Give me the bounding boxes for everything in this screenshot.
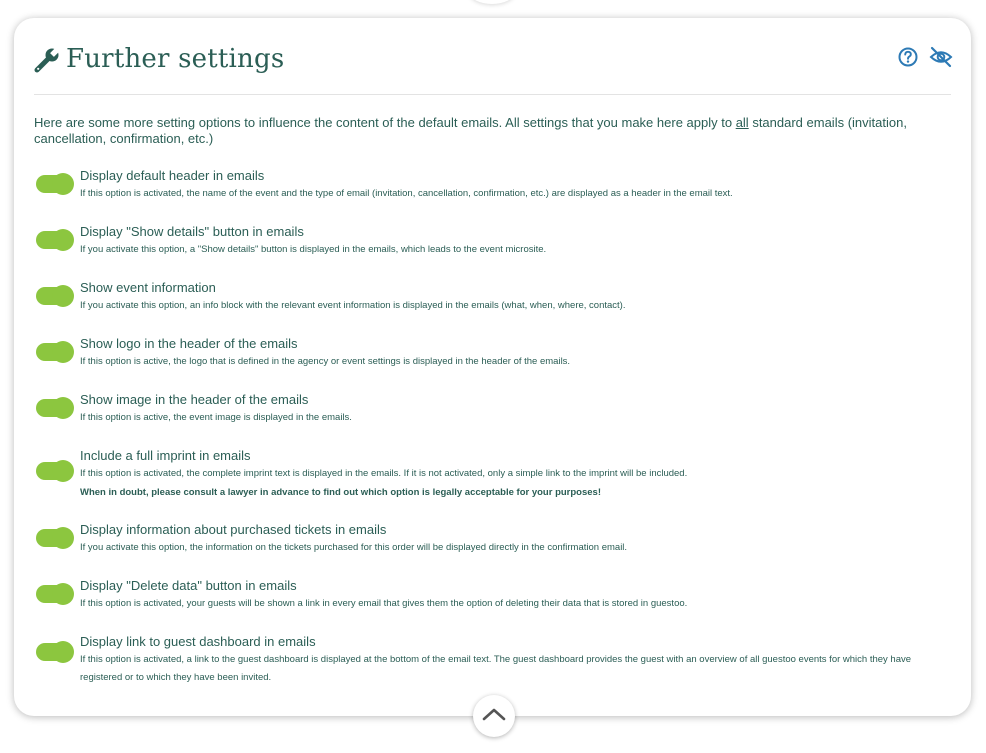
intro-text-start: Here are some more setting options to influence the content of the default emails. All settings that you make here apply to [34, 115, 736, 130]
setting-description: If you activate this option, an info block with the relevant event information is displayed in the emails (what, when, where, contact). [80, 300, 626, 311]
setting-description: If this option is activated, your guests will be shown a link in every email that gives them the option of deleting their data that is stored in guestoo. [80, 598, 688, 609]
setting-label: Show image in the header of the emails [80, 392, 309, 407]
setting-label: Display "Delete data" button in emails [80, 578, 297, 593]
intro-text-end: standard emails (invitation, cancellation, confirmation, etc.) [34, 115, 907, 146]
panel-header [34, 40, 951, 95]
setting-label: Display default header in emails [80, 168, 265, 183]
toggle-switch[interactable] [36, 175, 72, 193]
chevron-up-icon [482, 707, 506, 726]
panel-title: Further settings [66, 44, 285, 74]
toggle-switch[interactable] [36, 399, 72, 417]
setting-description: If this option is active, the event image is displayed in the emails. [80, 412, 352, 423]
toggle-switch[interactable] [36, 462, 72, 480]
toggle-switch[interactable] [36, 585, 72, 603]
legal-note: When in doubt, please consult a lawyer in advance to find out which option is legally acceptable for your purposes! [80, 487, 601, 498]
setting-description: If you activate this option, a "Show details" button is displayed in the emails, which leads to the event microsite. [80, 244, 547, 255]
collapse-panel-button[interactable] [473, 695, 515, 737]
setting-image-header [34, 392, 941, 448]
setting-label: Include a full imprint in emails [80, 448, 251, 463]
toggle-switch[interactable] [36, 231, 72, 249]
intro-text [34, 115, 953, 147]
setting-guest-dashboard-link [34, 634, 941, 690]
toggle-switch[interactable] [36, 343, 72, 361]
setting-label: Display "Show details" button in emails [80, 224, 304, 239]
setting-description: If you activate this option, the information on the tickets purchased for this order will be displayed directly in the confirmation email. [80, 542, 628, 553]
setting-default-header [34, 168, 941, 224]
intro-text-emphasis: all [735, 115, 749, 130]
setting-description: If this option is active, the logo that is defined in the agency or event settings is displayed in the header of the emails. [80, 356, 571, 367]
setting-label: Show logo in the header of the emails [80, 336, 298, 351]
toggle-switch[interactable] [36, 529, 72, 547]
top-edge-bump [470, 0, 514, 4]
setting-label: Display link to guest dashboard in emails [80, 634, 316, 649]
setting-description: If this option is activated, the complete imprint text is displayed in the emails. If it is not activated, only a simple link to the imprint will be included. [80, 468, 688, 479]
settings-list [34, 168, 941, 690]
header-actions [897, 46, 951, 68]
help-circle-icon[interactable] [897, 46, 919, 68]
toggle-switch[interactable] [36, 643, 72, 661]
setting-label: Display information about purchased tickets in emails [80, 522, 387, 537]
setting-logo-header [34, 336, 941, 392]
setting-description: If this option is activated, a link to the guest dashboard is displayed at the bottom of the email text. The guest dashboard provides the guest with an overview of all guestoo events for which they have registered or to which they have been invited. [80, 654, 912, 683]
further-settings-panel [14, 18, 971, 716]
setting-description: If this option is activated, the name of the event and the type of email (invitation, cancellation, confirmation, etc.) are displayed as a header in the email text. [80, 188, 733, 199]
setting-full-imprint [34, 448, 941, 522]
setting-show-details-button [34, 224, 941, 280]
setting-purchased-tickets [34, 522, 941, 578]
setting-label: Show event information [80, 280, 216, 295]
setting-delete-data-button [34, 578, 941, 634]
eye-off-icon[interactable] [929, 46, 951, 68]
toggle-switch[interactable] [36, 287, 72, 305]
setting-event-information [34, 280, 941, 336]
wrench-icon [34, 47, 60, 73]
